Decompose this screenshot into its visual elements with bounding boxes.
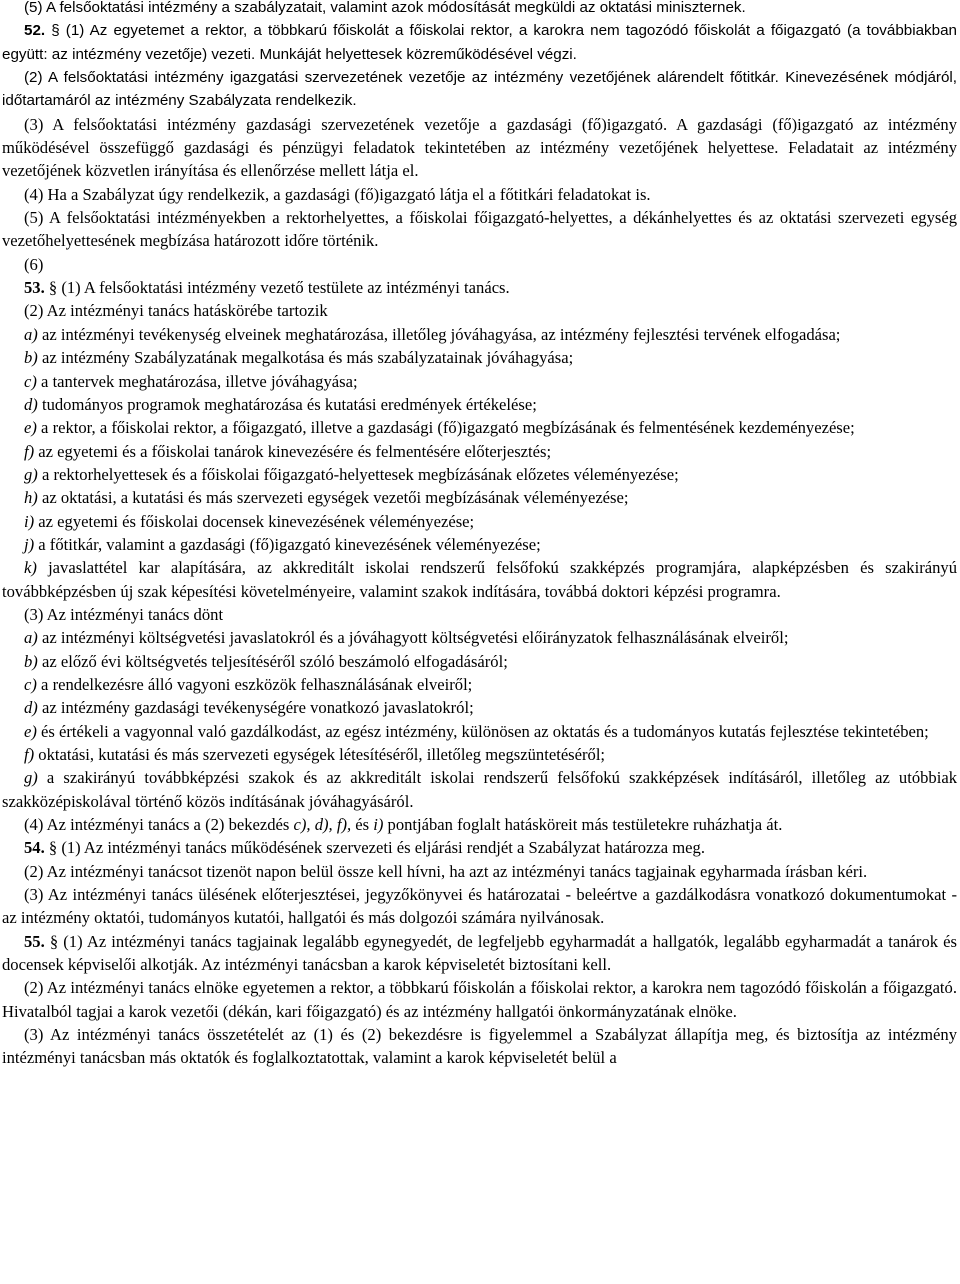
paragraph-text: a szakirányú továbbképzési szakok és az akkreditált iskolai rendszerű felsőfokú szakképzések indításáról, illetőleg az utóbbiak szakközépiskolával történő közös indításának jóváhagyásáról.	[2, 768, 957, 811]
paragraph-text: a főtitkár, valamint a gazdasági (fő)igazgató kinevezésének véleményezése;	[34, 534, 541, 554]
point-label: j)	[24, 534, 35, 554]
point-label: a)	[24, 628, 38, 648]
paragraph-text: (3) Az intézményi tanács ülésének előterjesztései, jegyzőkönyvei és határozatai - beleértve a gazdálkodásra vonatkozó dokumentumokat - az intézmény oktatói, tudományos kutatói, hallgatói és más dolgozói számára nyilvánosak.	[2, 885, 957, 928]
paragraph	[2, 323, 957, 346]
paragraph	[2, 533, 957, 556]
paragraph-text: § (1) A felsőoktatási intézmény vezető testülete az intézményi tanács.	[44, 278, 510, 298]
paragraph-text: pontjában foglalt hatásköreit más testületekre ruházhatja át.	[383, 815, 783, 835]
paragraph	[2, 0, 957, 19]
paragraph	[2, 370, 957, 393]
paragraph-text: a rektor, a főiskolai rektor, a főigazgató, illetve a gazdasági (fő)igazgató megbízásának és felmentésének kezdeményezése;	[36, 418, 855, 438]
section-number: 54.	[24, 838, 45, 858]
paragraph-text: (4) Ha a Szabályzat úgy rendelkezik, a gazdasági (fő)igazgató látja el a főtitkári feladatokat is.	[24, 184, 651, 204]
paragraph-text: a rektorhelyettesek és a főiskolai főigazgató-helyettesek megbízásának előzetes véleményezése;	[37, 464, 679, 484]
paragraph	[2, 463, 957, 486]
paragraph-text: az egyetemi és a főiskolai tanárok kinevezésére és felmentésére előterjesztés;	[34, 441, 552, 461]
paragraph	[2, 743, 957, 766]
paragraph-text: és	[351, 815, 374, 835]
paragraph	[2, 486, 957, 509]
paragraph-text: (3) A felsőoktatási intézmény gazdasági szervezetének vezetője a gazdasági (fő)igazgató. A gazdasági (fő)igazgató az intézmény működésével összefüggő gazdasági és pénzügyi feladatok tekintetében az intézmény vezetőjének helyettese. Feladatait az intézmény vezetőjének közvetlen irányítása és ellenőrzése mellett látja el.	[2, 114, 957, 181]
paragraph-text: az intézményi költségvetési javaslatokról és a jóváhagyott költségvetési előirányzatok felhasználásának elveiről;	[37, 628, 789, 648]
paragraph	[2, 183, 957, 206]
paragraph	[2, 860, 957, 883]
paragraph-text: (5) A felsőoktatási intézményekben a rektorhelyettes, a főiskolai főigazgató-helyettes, a dékánhelyettes és az oktatási szervezeti egység vezetőhelyettesének megbízása határozott időre történik.	[2, 208, 957, 251]
point-label: a)	[24, 324, 38, 344]
point-label: b)	[24, 348, 38, 368]
point-label: d)	[24, 394, 38, 414]
paragraph-text: (5) A felsőoktatási intézmény a szabályzatait, valamint azok módosítását megküldi az oktatási miniszternek.	[24, 0, 746, 16]
paragraph-text: (2) Az intézményi tanácsot tizenöt napon belül össze kell hívni, ha azt az intézményi tanács tagjainak egyharmada írásban kéri.	[24, 861, 868, 881]
paragraph-text: az előző évi költségvetés teljesítéséről szóló beszámoló elfogadásáról;	[37, 651, 508, 671]
paragraph	[2, 19, 957, 66]
point-label: c)	[24, 371, 37, 391]
paragraph-text: § (1) Az intézményi tanács tagjainak legalább egynegyedét, de legfeljebb egyharmadát a hallgatók, legalább egyharmadát a tanárok és docensek képviselői alkotják. Az intézményi tanácsban a karok képviseletét biztosítani kell.	[2, 931, 957, 975]
paragraph-text: az egyetemi és főiskolai docensek kinevezésének véleményezése;	[34, 511, 475, 531]
paragraph-text: (3) Az intézményi tanács dönt	[24, 604, 224, 624]
paragraph-text: § (1) Az egyetemet a rektor, a többkarú főiskolát a főiskolai rektor, a karokra nem tagozódó főiskolát a főigazgató (a továbbiakban együtt: az intézmény vezetője) vezeti. Munkáját helyettesek közreműködésével végzi.	[2, 22, 957, 63]
paragraph-text: (2) Az intézményi tanács hatáskörébe tartozik	[24, 301, 328, 321]
paragraph	[2, 440, 957, 463]
point-label: c)	[24, 674, 37, 694]
paragraph	[2, 393, 957, 416]
paragraph-text: és értékeli a vagyonnal való gazdálkodást, az egész intézmény, különösen az oktatás és a tudományos kutatás fejlesztése tekintetében;	[36, 721, 929, 741]
paragraph	[2, 603, 957, 626]
paragraph-text: (2) A felsőoktatási intézmény igazgatási szervezetének vezetője az intézmény vezetőjének alárendelt főtitkár. Kinevezésének módjáról, időtartamáról az intézmény Szabályzata rendelkezik.	[2, 69, 957, 110]
section-number: 52.	[24, 22, 46, 40]
paragraph	[2, 766, 957, 813]
point-label: d)	[24, 698, 38, 718]
point-label: i)	[373, 815, 384, 835]
paragraph	[2, 930, 957, 977]
paragraph	[2, 673, 957, 696]
paragraph-text: oktatási, kutatási és más szervezeti egységek létesítéséről, illetőleg megszüntetéséről;	[34, 745, 606, 764]
paragraph-text: az intézmény gazdasági tevékenységére vonatkozó javaslatokról;	[37, 698, 474, 718]
point-label: k)	[24, 558, 37, 578]
point-label: b)	[24, 651, 38, 671]
paragraph	[2, 556, 957, 603]
paragraph-text: (4) Az intézményi tanács a (2) bekezdés	[24, 815, 294, 835]
point-label: g)	[24, 464, 38, 484]
point-label: g)	[24, 768, 38, 788]
paragraph-text: a tantervek meghatározása, illetve jóváhagyása;	[36, 371, 358, 391]
point-label: e)	[24, 721, 37, 741]
paragraph-text: az intézményi tevékenység elveinek meghatározása, illetőleg jóváhagyása, az intézmény fejlesztési tervének elfogadása;	[37, 324, 841, 344]
point-label: e)	[24, 418, 37, 438]
point-label: f)	[24, 441, 35, 461]
paragraph	[2, 346, 957, 369]
paragraph	[2, 650, 957, 673]
paragraph	[2, 416, 957, 439]
paragraph-text: a rendelkezésre álló vagyoni eszközök felhasználásának elveiről;	[36, 674, 473, 694]
paragraph-text: javaslattétel kar alapítására, az akkreditált iskolai rendszerű felsőfokú szakképzés programjára, alapképzésben és szakirányú továbbképzésben új szak képesítési követelményeire, valamint szakok indítására, továbbá doktori képzési programra.	[2, 558, 957, 601]
document-body	[2, 0, 957, 1070]
point-label: c), d), f),	[293, 815, 352, 835]
point-label: i)	[24, 511, 35, 531]
paragraph	[2, 720, 957, 743]
paragraph-text: az intézmény Szabályzatának megalkotása és más szabályzatainak jóváhagyása;	[37, 348, 574, 368]
section-number: 53.	[24, 278, 45, 298]
paragraph	[2, 253, 957, 276]
paragraph	[2, 113, 957, 183]
paragraph-text: tudományos programok meghatározása és kutatási eredmények értékelése;	[37, 394, 537, 414]
paragraph	[2, 206, 957, 253]
paragraph-text: (2) Az intézményi tanács elnöke egyetemen a rektor, a többkarú főiskolán a főiskolai rektor, a karokra nem tagozódó főiskolán a főigazgató. Hivatalból tagjai a karok vezetői (dékán, kari főigazgató) és az intézmény hallgatói önkormányzatának elnöke.	[2, 978, 957, 1021]
paragraph	[2, 276, 957, 299]
paragraph	[2, 510, 957, 533]
paragraph	[2, 1023, 957, 1070]
point-label: f)	[24, 745, 35, 764]
paragraph	[2, 976, 957, 1023]
paragraph	[2, 813, 957, 836]
point-label: h)	[24, 488, 38, 508]
paragraph	[2, 696, 957, 719]
paragraph-text: az oktatási, a kutatási és más szervezeti egységek vezetői megbízásának véleményezése;	[37, 488, 629, 508]
paragraph	[2, 66, 957, 113]
paragraph	[2, 836, 957, 859]
paragraph	[2, 626, 957, 649]
paragraph	[2, 299, 957, 322]
paragraph-text: (3) Az intézményi tanács összetételét az (1) és (2) bekezdésre is figyelemmel a Szabályzat állapítja meg, és biztosítja az intézmény intézményi tanácsban más oktatók és foglalkoztatottak, valamint a karok képviseletét belül a	[2, 1025, 957, 1068]
section-number: 55.	[24, 931, 45, 951]
paragraph	[2, 883, 957, 930]
paragraph-text: (6)	[24, 254, 44, 274]
paragraph-text: § (1) Az intézményi tanács működésének szervezeti és eljárási rendjét a Szabályzat határozza meg.	[44, 838, 705, 858]
